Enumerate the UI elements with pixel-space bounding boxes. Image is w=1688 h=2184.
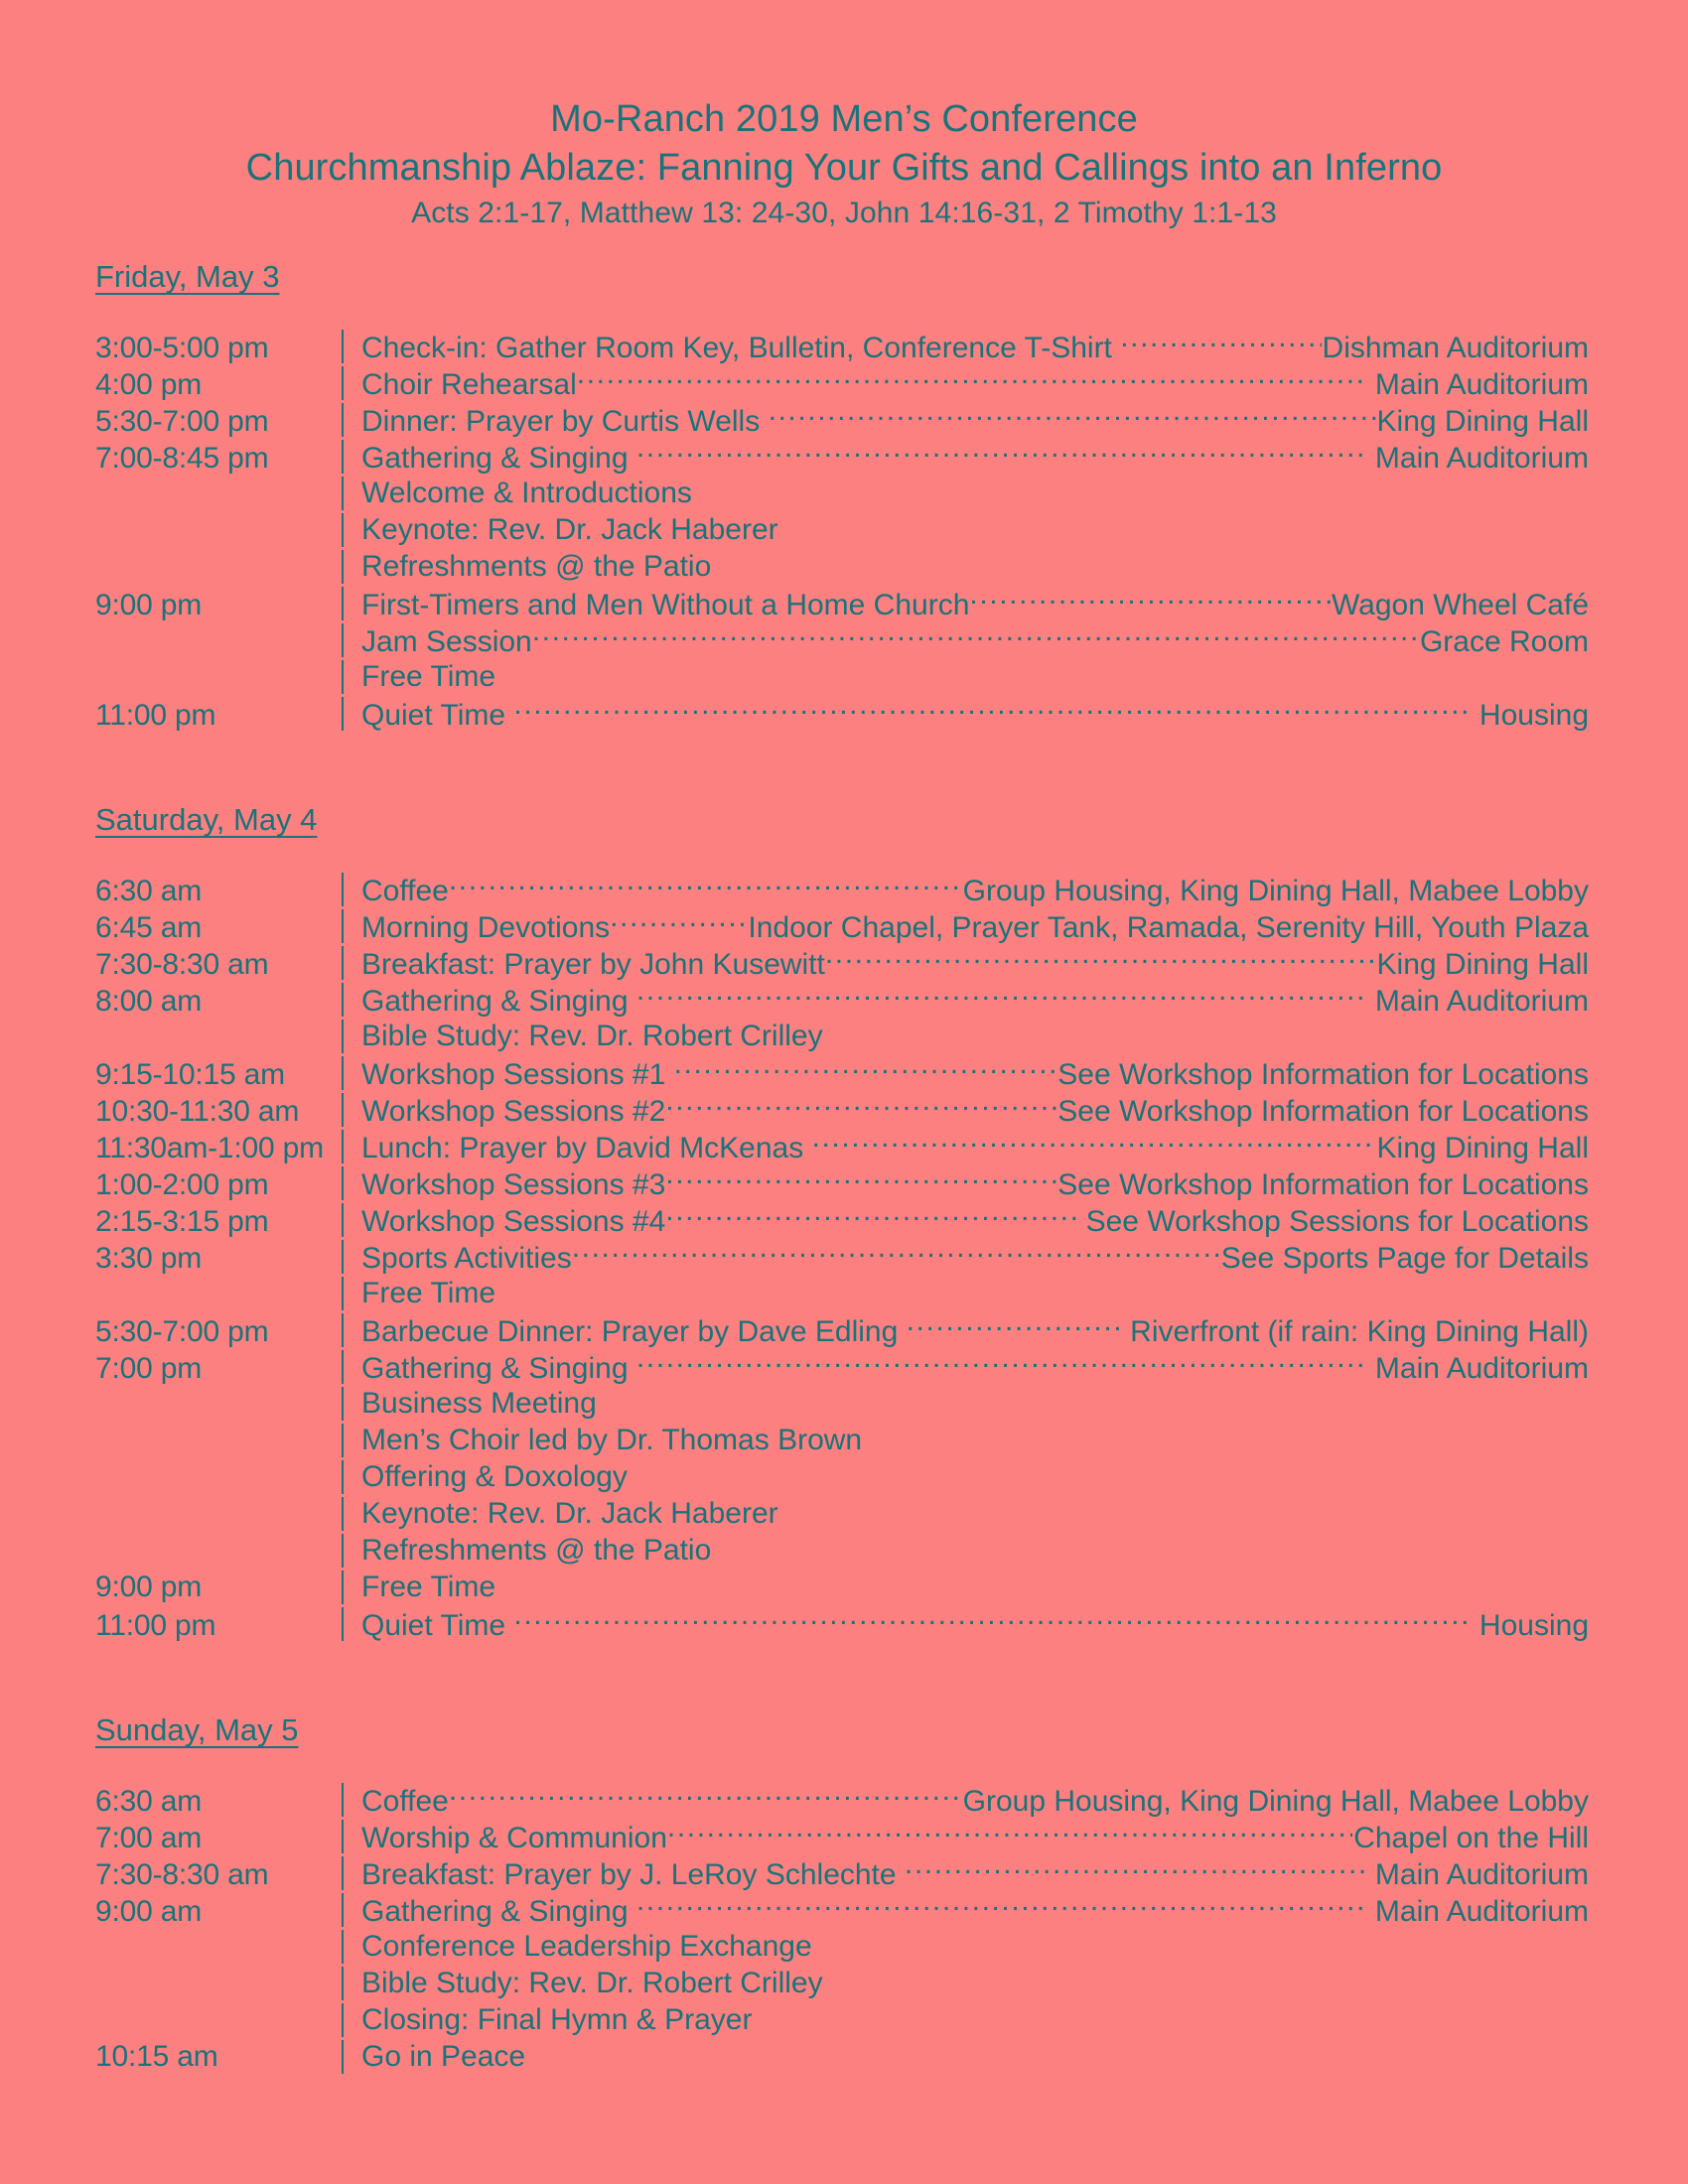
row-location: See Workshop Information for Locations <box>1057 1058 1589 1091</box>
row-location: Wagon Wheel Café <box>1331 589 1589 621</box>
row-divider-bar <box>340 475 361 511</box>
row-description-cell <box>361 1385 1589 1422</box>
row-description: Refreshments @ the Patio <box>361 1534 712 1567</box>
row-divider-bar <box>340 944 361 981</box>
spacer <box>95 732 1589 801</box>
row-description: Free Time <box>361 660 496 693</box>
row-time: 9:00 pm <box>95 589 202 621</box>
schedule-row <box>95 511 1589 548</box>
row-description: Breakfast: Prayer by J. LeRoy Schlechte <box>361 1858 905 1891</box>
row-description-cell <box>361 1054 1589 1093</box>
row-divider-bar <box>340 401 361 438</box>
row-description: Barbecue Dinner: Prayer by Dave Edling <box>361 1315 907 1348</box>
row-location: Main Auditorium <box>1366 442 1589 475</box>
row-description: Offering & Doxology <box>361 1460 628 1493</box>
row-location: Group Housing, King Dining Hall, Mabee Lobby <box>962 1785 1589 1818</box>
row-description-cell <box>361 658 1589 695</box>
schedule-row <box>95 1532 1589 1569</box>
row-divider-bar <box>340 695 361 732</box>
row-divider-bar <box>340 511 361 548</box>
dot-leader <box>905 1854 1366 1884</box>
day-section <box>95 801 1589 1642</box>
row-description: Gathering & Singing <box>361 442 636 475</box>
day-heading: Sunday, May 5 <box>95 1712 299 1747</box>
row-location: Riverfront (if rain: King Dining Hall) <box>1121 1315 1589 1348</box>
dot-leader <box>449 1781 962 1811</box>
schedule-row <box>95 981 1589 1018</box>
row-description: Business Meeting <box>361 1387 597 1420</box>
row-divider-bar <box>340 1311 361 1348</box>
row-description: Free Time <box>361 1277 496 1309</box>
row-divider-bar <box>340 328 361 364</box>
row-location: See Workshop Information for Locations <box>1057 1095 1589 1128</box>
row-location: Main Auditorium <box>1366 985 1589 1018</box>
row-time: 11:00 pm <box>95 699 216 732</box>
row-description-cell <box>361 475 1589 511</box>
row-description-cell <box>361 1458 1589 1495</box>
row-description: Morning Devotions <box>361 911 611 944</box>
row-description: Gathering & Singing <box>361 985 636 1018</box>
dot-leader <box>907 1311 1121 1341</box>
schedule-row <box>95 2001 1589 2038</box>
row-time: 9:00 am <box>95 1895 202 1928</box>
schedule-row <box>95 438 1589 475</box>
row-description-cell <box>361 871 1589 909</box>
row-description: Workshop Sessions #3 <box>361 1168 666 1201</box>
schedule-row <box>95 907 1589 944</box>
row-description: Gathering & Singing <box>361 1352 636 1385</box>
row-description: Jam Session <box>361 625 532 658</box>
row-time: 10:30-11:30 am <box>95 1095 300 1128</box>
row-divider-bar <box>340 1422 361 1458</box>
schedule-row <box>95 1201 1589 1238</box>
schedule-row <box>95 621 1589 658</box>
schedule-row <box>95 871 1589 907</box>
row-location: King Dining Hall <box>1376 405 1589 438</box>
row-description-cell <box>361 1018 1589 1054</box>
schedule-row <box>95 1018 1589 1054</box>
row-divider-bar <box>340 621 361 658</box>
row-description: Bible Study: Rev. Dr. Robert Crilley <box>361 1967 823 1999</box>
row-time: 5:30-7:00 pm <box>95 405 269 438</box>
row-time: 5:30-7:00 pm <box>95 1315 269 1348</box>
schedule-row <box>95 1458 1589 1495</box>
dot-leader <box>969 585 1331 614</box>
row-description: Check-in: Gather Room Key, Bulletin, Conference T-Shirt <box>361 332 1121 364</box>
dot-leader <box>665 1164 1056 1194</box>
dot-leader <box>636 1891 1366 1921</box>
schedule-row <box>95 1818 1589 1854</box>
row-time: 10:15 am <box>95 2040 218 2073</box>
schedule-row <box>95 1054 1589 1091</box>
day-heading: Saturday, May 4 <box>95 802 318 837</box>
row-description: First-Timers and Men Without a Home Church <box>361 589 970 621</box>
row-divider-bar <box>340 2038 361 2075</box>
dot-leader <box>513 695 1470 725</box>
row-divider-bar <box>340 2001 361 2038</box>
row-location: Chapel on the Hill <box>1353 1822 1589 1854</box>
row-divider-bar <box>340 907 361 944</box>
row-divider-bar <box>340 1385 361 1422</box>
row-description-cell <box>361 364 1589 403</box>
dot-leader <box>665 1091 1056 1121</box>
row-description: Lunch: Prayer by David McKenas <box>361 1132 812 1164</box>
row-description: Gathering & Singing <box>361 1895 636 1928</box>
conference-scripture-references: Acts 2:1-17, Matthew 13: 24-30, John 14:16-31, 2 Timothy 1:1-13 <box>411 197 1277 229</box>
spacer <box>95 296 1589 328</box>
row-description-cell <box>361 695 1589 734</box>
row-description-cell <box>361 981 1589 1020</box>
row-description-cell <box>361 1128 1589 1166</box>
row-time: 9:15-10:15 am <box>95 1058 285 1091</box>
row-time: 7:00-8:45 pm <box>95 442 269 475</box>
dot-leader <box>610 907 747 937</box>
row-divider-bar <box>340 1128 361 1164</box>
row-description-cell <box>361 548 1589 585</box>
row-description: Worship & Communion <box>361 1822 667 1854</box>
conference-title: Mo-Ranch 2019 Men’s Conference <box>550 98 1138 140</box>
schedule-row <box>95 2038 1589 2075</box>
dot-leader <box>636 981 1366 1011</box>
row-time: 7:00 am <box>95 1822 202 1854</box>
schedule-row <box>95 1965 1589 2001</box>
row-time: 11:00 pm <box>95 1609 216 1642</box>
row-time: 7:30-8:30 am <box>95 1858 269 1891</box>
schedule-row <box>95 1238 1589 1275</box>
row-location: See Sports Page for Details <box>1220 1242 1589 1275</box>
row-location: King Dining Hall <box>1376 1132 1589 1164</box>
row-description: Go in Peace <box>361 2040 526 2073</box>
row-time: 2:15-3:15 pm <box>95 1205 269 1238</box>
row-description-cell <box>361 401 1589 440</box>
row-divider-bar <box>340 438 361 475</box>
row-time: 7:30-8:30 am <box>95 948 269 981</box>
row-time: 3:00-5:00 pm <box>95 332 269 364</box>
row-description: Workshop Sessions #4 <box>361 1205 666 1238</box>
row-description: Dinner: Prayer by Curtis Wells <box>361 405 769 438</box>
row-description-cell <box>361 1781 1589 1820</box>
schedule-rows <box>95 871 1589 1642</box>
schedule-container <box>0 258 1688 2075</box>
schedule-row <box>95 1348 1589 1385</box>
row-description-cell <box>361 511 1589 548</box>
row-time: 11:30am-1:00 pm <box>95 1132 324 1164</box>
row-description-cell <box>361 1091 1589 1130</box>
row-location: Housing <box>1471 699 1589 732</box>
dot-leader <box>825 944 1376 974</box>
schedule-rows <box>95 328 1589 732</box>
row-divider-bar <box>340 1495 361 1532</box>
row-description: Men’s Choir led by Dr. Thomas Brown <box>361 1424 863 1456</box>
row-description-cell <box>361 438 1589 477</box>
row-description: Sports Activities <box>361 1242 572 1275</box>
row-description: Keynote: Rev. Dr. Jack Haberer <box>361 513 778 546</box>
spacer <box>95 1642 1589 1711</box>
row-description: Breakfast: Prayer by John Kusewitt <box>361 948 825 981</box>
row-description: Bible Study: Rev. Dr. Robert Crilley <box>361 1020 823 1052</box>
schedule-row <box>95 695 1589 732</box>
row-description-cell <box>361 1818 1589 1856</box>
row-location: Main Auditorium <box>1366 368 1589 401</box>
row-description-cell <box>361 1532 1589 1569</box>
row-location: Group Housing, King Dining Hall, Mabee Lobby <box>962 875 1589 907</box>
row-divider-bar <box>340 1348 361 1385</box>
schedule-row <box>95 944 1589 981</box>
schedule-row <box>95 1275 1589 1311</box>
day-heading: Friday, May 3 <box>95 259 280 294</box>
schedule-row <box>95 1605 1589 1642</box>
row-time: 6:30 am <box>95 1785 202 1818</box>
schedule-row <box>95 1311 1589 1348</box>
row-location: Housing <box>1471 1609 1589 1642</box>
dot-leader <box>449 871 962 900</box>
row-location: See Workshop Sessions for Locations <box>1077 1205 1589 1238</box>
day-section <box>95 258 1589 732</box>
row-divider-bar <box>340 1532 361 1569</box>
row-divider-bar <box>340 1781 361 1818</box>
schedule-row <box>95 1091 1589 1128</box>
dot-leader <box>577 364 1366 394</box>
conference-theme: Churchmanship Ablaze: Fanning Your Gifts and Callings into an Inferno <box>245 147 1443 189</box>
row-description: Refreshments @ the Patio <box>361 550 712 583</box>
schedule-row <box>95 548 1589 585</box>
row-time: 4:00 pm <box>95 368 202 401</box>
row-time: 9:00 pm <box>95 1570 202 1603</box>
row-description: Free Time <box>361 1570 496 1603</box>
dot-leader <box>667 1818 1352 1847</box>
row-time: 3:30 pm <box>95 1242 202 1275</box>
row-description-cell <box>361 1495 1589 1532</box>
schedule-row <box>95 1928 1589 1965</box>
row-description-cell <box>361 2038 1589 2075</box>
row-description-cell <box>361 1311 1589 1350</box>
row-divider-bar <box>340 1164 361 1201</box>
row-divider-bar <box>340 658 361 695</box>
row-location: Main Auditorium <box>1366 1352 1589 1385</box>
row-divider-bar <box>340 1854 361 1891</box>
row-description-cell <box>361 944 1589 983</box>
row-description: Closing: Final Hymn & Prayer <box>361 2003 753 2036</box>
schedule-row <box>95 1854 1589 1891</box>
row-location: Dishman Auditorium <box>1322 332 1589 364</box>
row-time: 6:30 am <box>95 875 202 907</box>
schedule-row <box>95 1128 1589 1164</box>
row-description-cell <box>361 1928 1589 1965</box>
row-divider-bar <box>340 1569 361 1605</box>
dot-leader <box>636 1348 1366 1378</box>
dot-leader <box>812 1128 1376 1158</box>
row-divider-bar <box>340 1928 361 1965</box>
row-description: Workshop Sessions #1 <box>361 1058 674 1091</box>
schedule-row <box>95 401 1589 438</box>
row-description: Conference Leadership Exchange <box>361 1930 812 1963</box>
dot-leader <box>769 401 1376 431</box>
row-description-cell <box>361 1569 1589 1605</box>
row-description: Choir Rehearsal <box>361 368 577 401</box>
spacer <box>95 1749 1589 1781</box>
row-description-cell <box>361 1348 1589 1387</box>
row-divider-bar <box>340 1458 361 1495</box>
dot-leader <box>636 438 1366 468</box>
row-description-cell <box>361 621 1589 660</box>
row-description: Keynote: Rev. Dr. Jack Haberer <box>361 1497 778 1530</box>
schedule-row <box>95 1385 1589 1422</box>
row-description: Quiet Time <box>361 1609 514 1642</box>
row-divider-bar <box>340 981 361 1018</box>
row-divider-bar <box>340 871 361 907</box>
row-divider-bar <box>340 1965 361 2001</box>
row-divider-bar <box>340 364 361 401</box>
dot-leader <box>572 1238 1220 1268</box>
row-description-cell <box>361 328 1589 366</box>
row-description: Workshop Sessions #2 <box>361 1095 666 1128</box>
schedule-rows <box>95 1781 1589 2075</box>
dot-leader <box>674 1054 1057 1084</box>
dot-leader <box>665 1201 1076 1231</box>
row-divider-bar <box>340 1818 361 1854</box>
row-description-cell <box>361 1605 1589 1644</box>
schedule-row <box>95 585 1589 621</box>
row-description-cell <box>361 907 1589 946</box>
row-location: Grace Room <box>1419 625 1589 658</box>
schedule-row <box>95 1569 1589 1605</box>
row-description-cell <box>361 1422 1589 1458</box>
schedule-row <box>95 328 1589 364</box>
row-divider-bar <box>340 1018 361 1054</box>
row-description-cell <box>361 1238 1589 1277</box>
row-description-cell <box>361 1164 1589 1203</box>
dot-leader <box>532 621 1419 651</box>
schedule-row <box>95 1422 1589 1458</box>
schedule-row <box>95 475 1589 511</box>
row-location: Indoor Chapel, Prayer Tank, Ramada, Serenity Hill, Youth Plaza <box>748 911 1589 944</box>
row-divider-bar <box>340 585 361 621</box>
row-location: King Dining Hall <box>1376 948 1589 981</box>
row-description: Welcome & Introductions <box>361 477 692 509</box>
document-header <box>0 0 1688 234</box>
dot-leader <box>513 1605 1470 1635</box>
row-location: See Workshop Information for Locations <box>1057 1168 1589 1201</box>
row-description-cell <box>361 585 1589 623</box>
schedule-row <box>95 364 1589 401</box>
row-divider-bar <box>340 1605 361 1642</box>
row-divider-bar <box>340 1054 361 1091</box>
row-time: 8:00 am <box>95 985 202 1018</box>
row-location: Main Auditorium <box>1366 1858 1589 1891</box>
row-time: 1:00-2:00 pm <box>95 1168 269 1201</box>
row-description-cell <box>361 1201 1589 1240</box>
row-description-cell <box>361 1965 1589 2001</box>
row-time: 6:45 am <box>95 911 202 944</box>
row-divider-bar <box>340 1238 361 1275</box>
row-description-cell <box>361 1854 1589 1893</box>
row-divider-bar <box>340 1275 361 1311</box>
row-description-cell <box>361 2001 1589 2038</box>
row-divider-bar <box>340 548 361 585</box>
spacer <box>95 839 1589 871</box>
day-section <box>95 1711 1589 2075</box>
row-time: 7:00 pm <box>95 1352 202 1385</box>
row-description: Coffee <box>361 875 449 907</box>
schedule-row <box>95 1781 1589 1818</box>
schedule-row <box>95 1495 1589 1532</box>
row-description: Coffee <box>361 1785 449 1818</box>
row-divider-bar <box>340 1201 361 1238</box>
row-divider-bar <box>340 1091 361 1128</box>
schedule-row <box>95 658 1589 695</box>
row-description: Quiet Time <box>361 699 514 732</box>
schedule-row <box>95 1891 1589 1928</box>
row-divider-bar <box>340 1891 361 1928</box>
row-description-cell <box>361 1275 1589 1311</box>
row-description-cell <box>361 1891 1589 1930</box>
dot-leader <box>1120 328 1321 357</box>
schedule-row <box>95 1164 1589 1201</box>
row-location: Main Auditorium <box>1366 1895 1589 1928</box>
